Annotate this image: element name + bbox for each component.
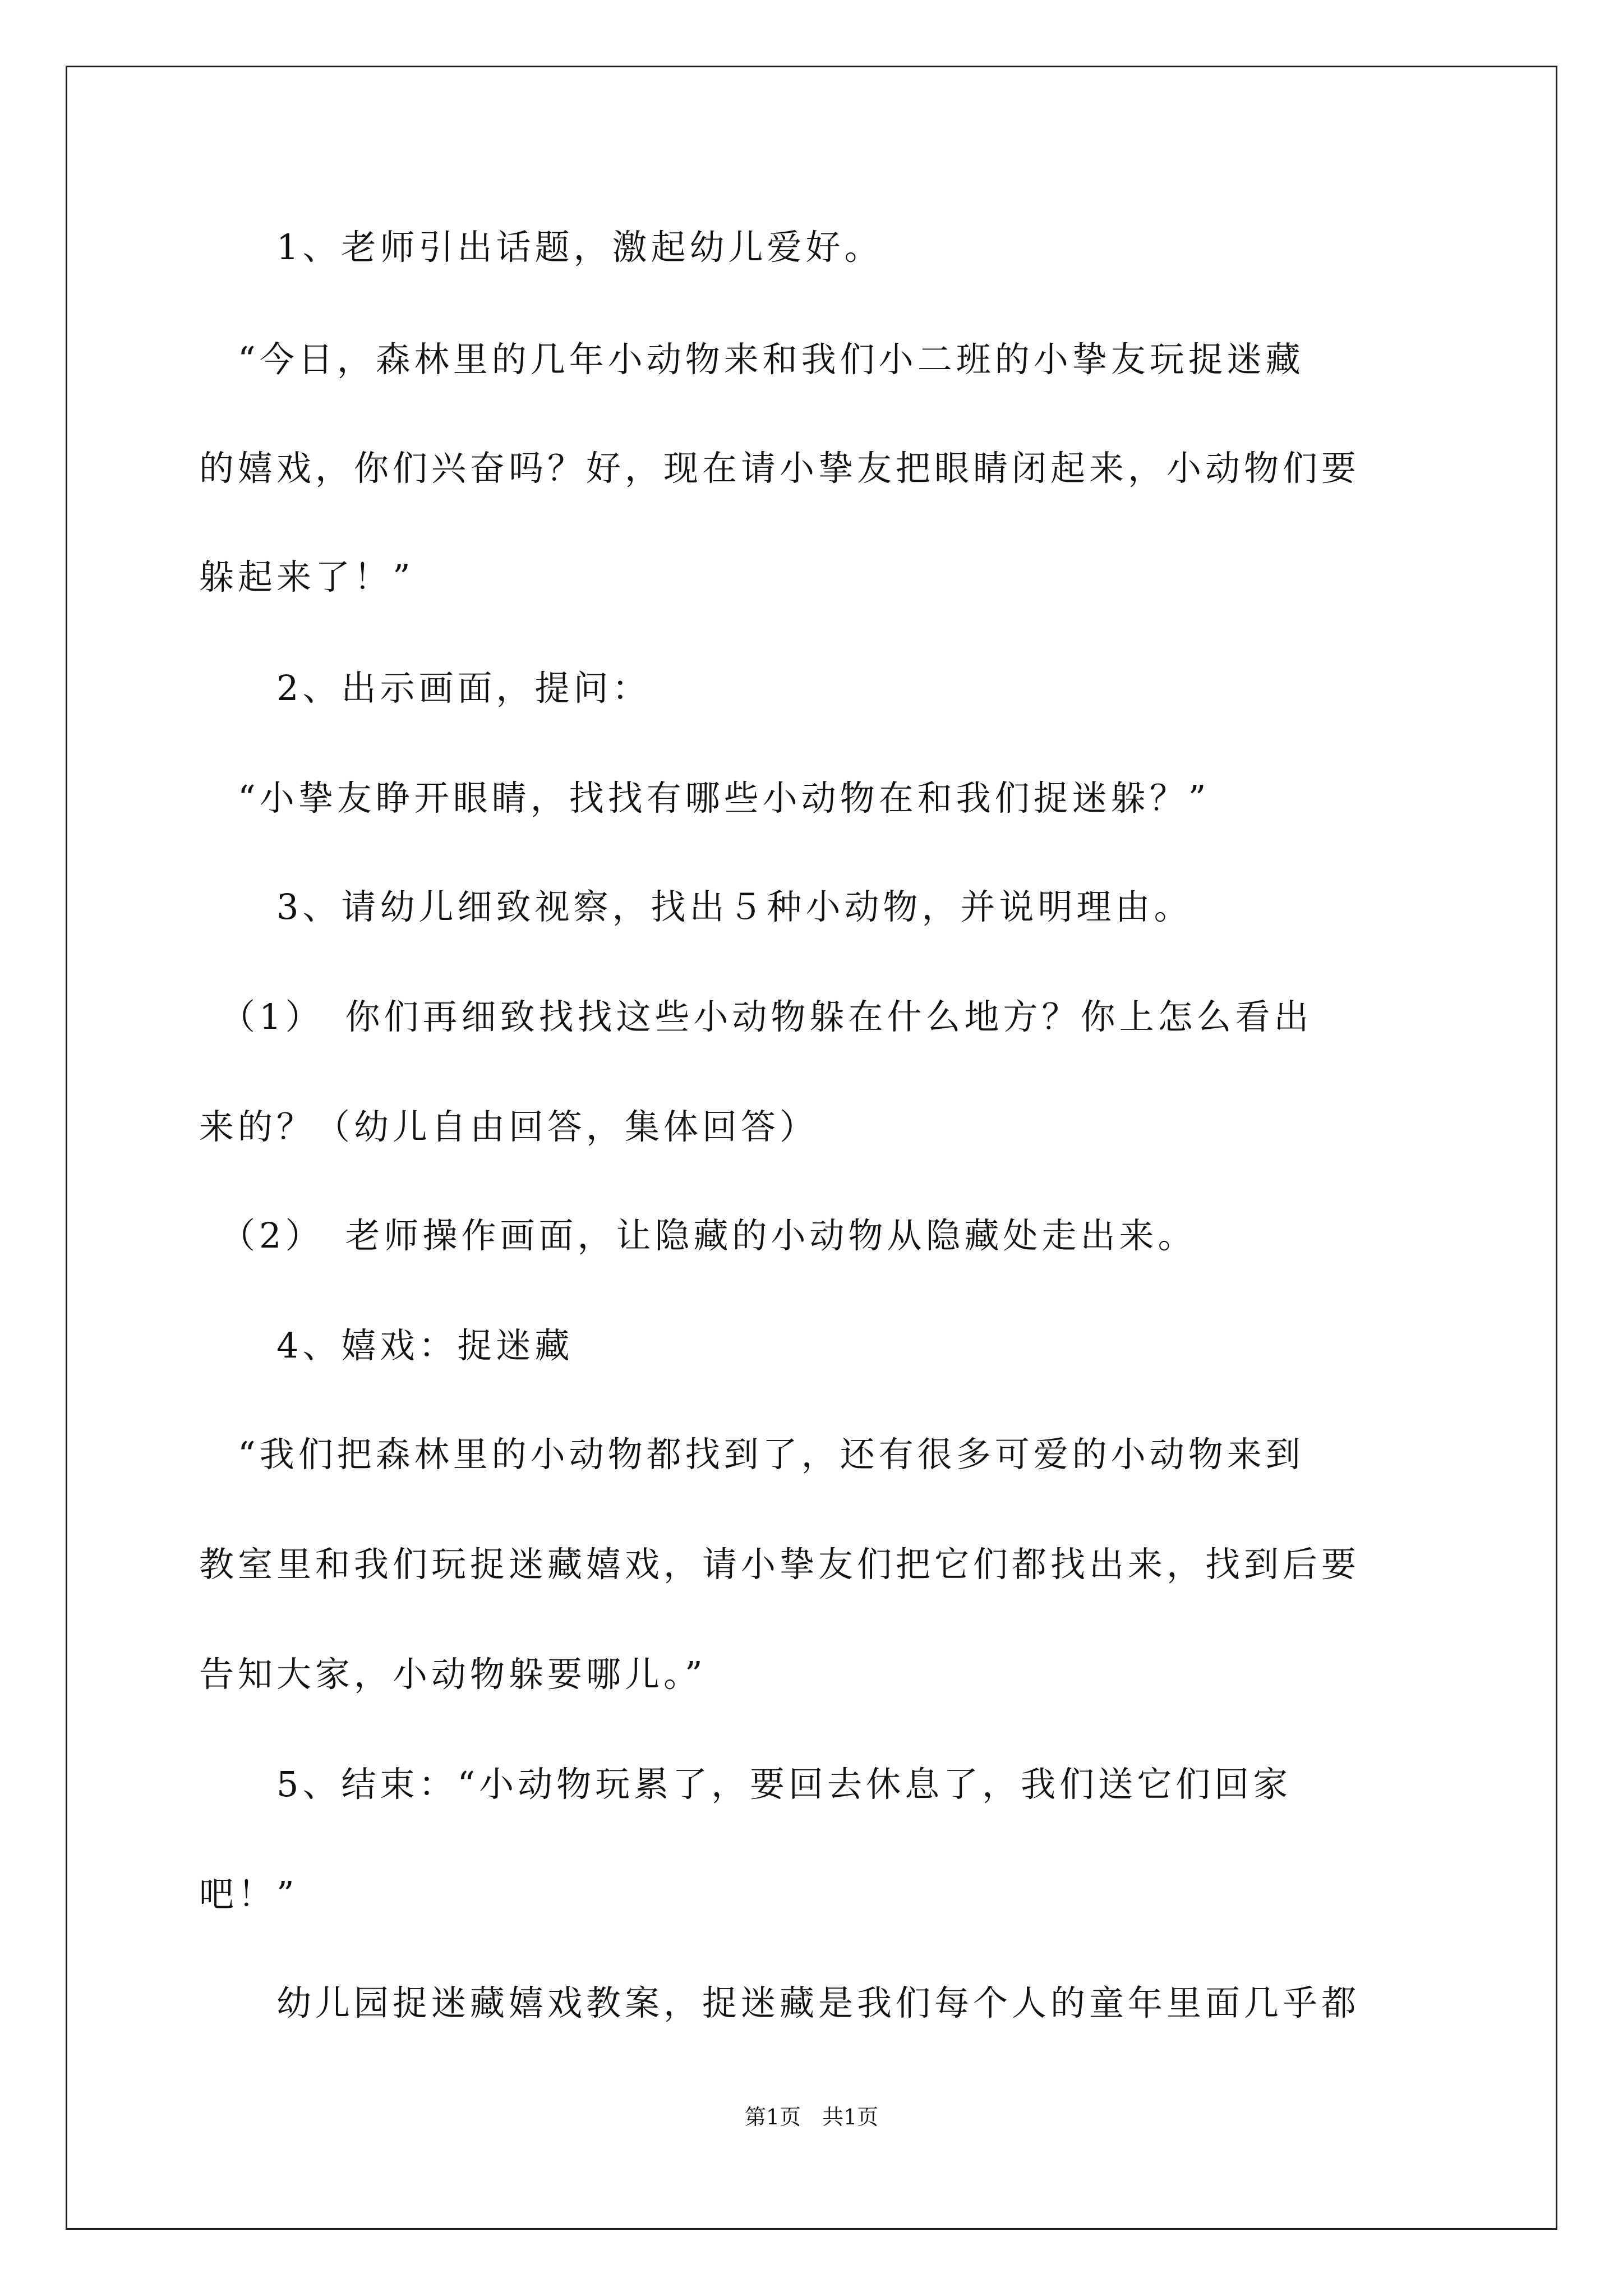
- text-line: 2、出示画面，提问：: [199, 668, 651, 708]
- text-line: 吧！”: [199, 1874, 298, 1915]
- text-line: 的嬉戏，你们兴奋吗？好，现在请小挚友把眼睛闭起来，小动物们要: [199, 448, 1361, 489]
- text-line: （1） 你们再细致找找这些小动物躲在什么地方？你上怎么看出: [199, 996, 1313, 1037]
- page-footer: 第1页 共1页: [744, 2105, 879, 2129]
- text-line: 告知大家，小动物躲要哪儿。”: [199, 1654, 707, 1695]
- text-line: 躲起来了！”: [199, 556, 414, 597]
- text-line: 4、嬉戏：捉迷藏: [199, 1325, 574, 1366]
- text-line: 教室里和我们玩捉迷藏嬉戏，请小挚友们把它们都找出来，找到后要: [199, 1544, 1361, 1585]
- text-line: （2） 老师操作画面，让隐藏的小动物从隐藏处走出来。: [199, 1215, 1197, 1256]
- text-line: “我们把森林里的小动物都找到了，还有很多可爱的小动物来到: [199, 1434, 1304, 1475]
- text-line: 3、请幼儿细致视察，找出５种小动物，并说明理由。: [199, 886, 1193, 927]
- text-line: 1、老师引出话题，激起幼儿爱好。: [199, 227, 883, 268]
- text-line: “今日，森林里的几年小动物来和我们小二班的小挚友玩捉迷藏: [199, 339, 1304, 380]
- text-line: 来的？（幼儿自由回答，集体回答）: [199, 1106, 819, 1147]
- text-line: 5、结束：“小动物玩累了，要回去休息了，我们送它们回家: [199, 1764, 1292, 1805]
- text-line: 幼儿园捉迷藏嬉戏教案，捉迷藏是我们每个人的童年里面几乎都: [199, 1982, 1361, 2023]
- text-line: “小挚友睁开眼睛，找找有哪些小动物在和我们捉迷躲？”: [199, 777, 1210, 818]
